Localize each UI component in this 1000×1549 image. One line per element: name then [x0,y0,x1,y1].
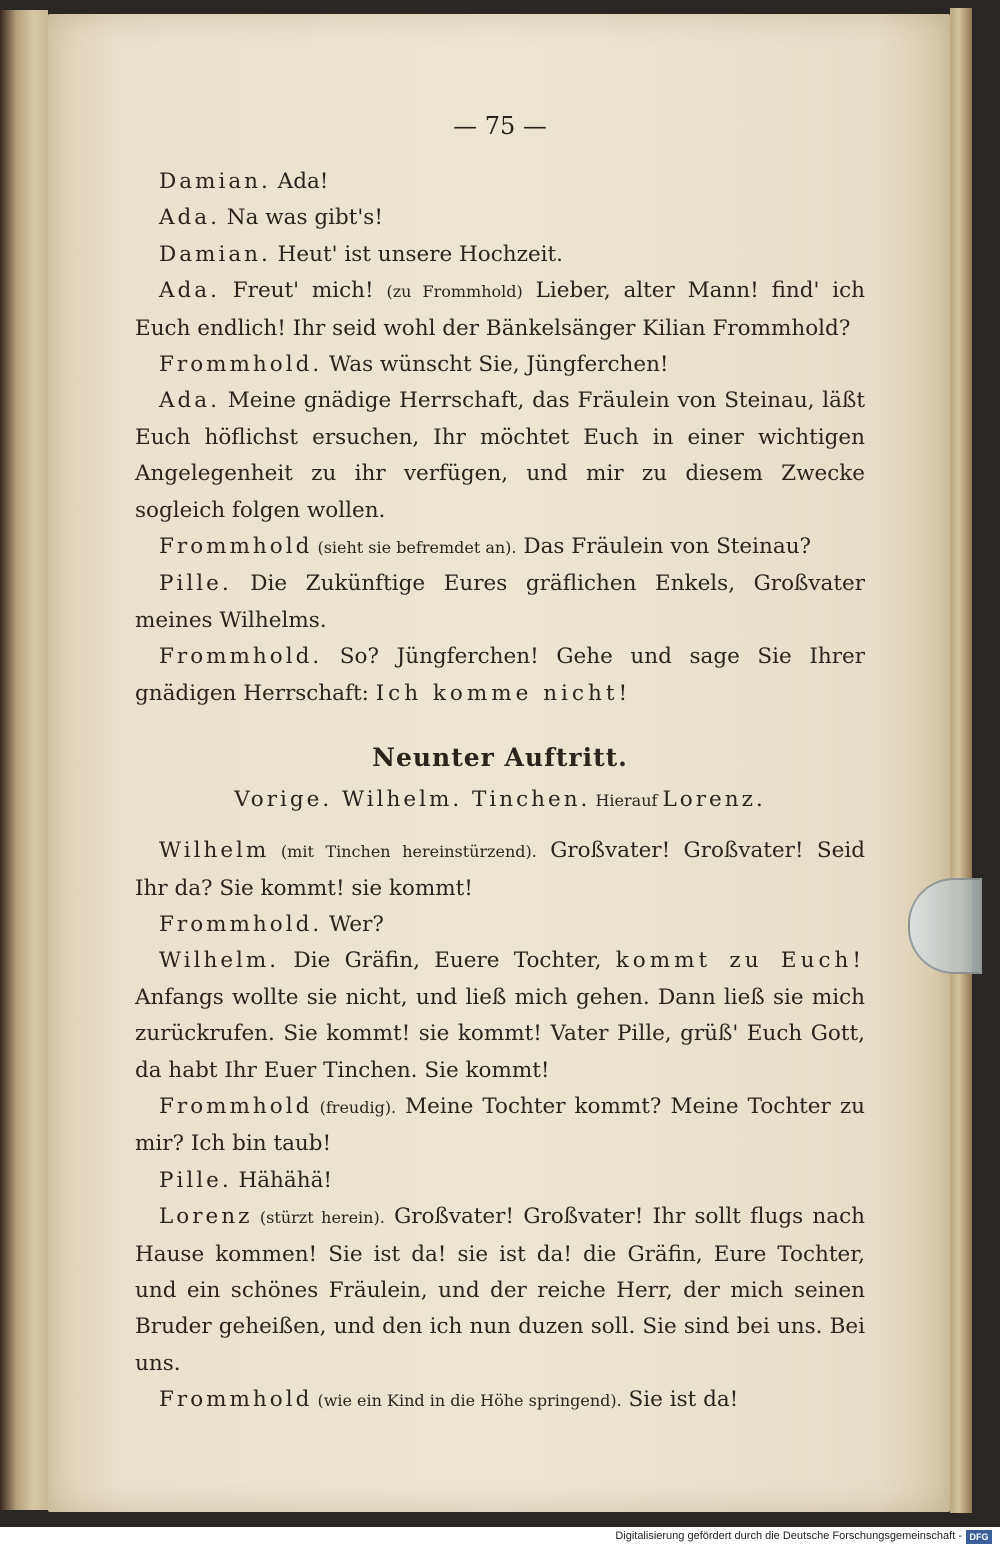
speaker-name: Damian. [159,169,271,194]
footer-bar [0,1527,1000,1549]
dialogue-line [135,943,865,1089]
stage-direction: (stürzt herein). [252,1208,385,1228]
stage-direction: (mit Tinchen hereinstürzend). [269,842,537,862]
dialogue-line [135,833,865,907]
scene-heading: Neunter Auftritt. [372,743,628,773]
stage-direction: (sieht sie befremdet an). [312,538,517,558]
dialogue-text: Heut' ist unsere Hochzeit. [270,241,564,267]
dialogue-line [135,383,865,529]
speaker-name: Frommhold [159,534,313,560]
speaker-name: Ada. [159,388,220,414]
dialogue-text: Das Fräulein von Steinau? [516,534,812,560]
dialogue-line [135,566,865,639]
speaker-name: Wilhelm [159,838,270,864]
dialogue-line [135,200,865,236]
page-text [135,112,865,1420]
dialogue-line [135,347,865,383]
stage-direction: (wie ein Kind in die Höhe springend). [312,1391,622,1411]
speaker-name: Ada. [159,205,220,231]
speaker-name: Frommhold. [159,644,323,670]
dialogue-text: Großvater! Großvater! Seid Ihr da? Sie kommt! sie kommt! [135,838,865,901]
dialogue-text: Meine gnädige Herrschaft, das Fräulein von Steinau, läßt Euch höflichst ersuchen, Ihr möchtet Euch in einer wichtigen Angelegenheit zu ihr verfügen, und mir zu diesem Zwecke sogleich folgen wollen. [135,388,865,523]
speaker-name: Damian. [159,241,271,267]
dialogue-line [135,1199,865,1382]
dialogue-text: Ada! [270,169,329,194]
dialogue-line [135,907,865,943]
dialogue-text: Die Zukünftige Eures gräflichen Enkels, Großvater meines Wilhelms. [135,571,865,633]
speaker-name: Ada. [159,278,220,304]
speaker-name: Lorenz [159,1204,253,1230]
speaker-name: Frommhold. [159,911,323,937]
stage-direction: (zu Frommhold) [386,282,523,302]
emphasized-text: kommt zu Euch! [615,948,865,974]
dialogue-line [135,529,865,566]
dialogue-text: Anfangs wollte sie nicht, und ließ mich gehen. Dann ließ sie mich zurückrufen. Sie kommt! sie kommt! Vater Pille, grüß' Euch Gott, da habt Ihr Euer Tinchen. Sie kommt! [135,984,865,1083]
dialogue-text: Wer? [322,911,384,937]
dialogue-text: Sie ist da! [621,1387,739,1413]
cast-last: Lorenz. [662,787,766,813]
speaker-name: Wilhelm. [159,948,280,974]
dialogue-text: Großvater! Großvater! Ihr sollt flugs nach Hause kommen! Sie ist da! sie ist da! die Gräfin, Eure Tochter, und ein schönes Fräulein, und der reiche Herr, der mich seinen Bruder geheißen, und den ich nun duzen soll. Sie sind bei uns. Bei uns. [135,1204,865,1376]
dialogue-text: Was wünscht Sie, Jüngferchen! [322,352,669,378]
dialogue-line [135,639,865,712]
dialogue-text: Freut' mich! [219,278,387,304]
dialogue-text: Die Gräfin, Euere Tochter, [279,948,616,974]
dfg-logo: DFG [966,1530,992,1544]
dialogue-text: Lieber, alter Mann! find' ich Euch endlich! Ihr seid wohl der Bänkelsänger Kilian Frommhold? [135,278,865,341]
cast-names: Vorige. Wilhelm. Tinchen. [234,787,591,813]
cast-list [135,782,865,819]
dialogue-line [135,1382,865,1419]
emphasized-text: Ich komme nicht! [375,680,632,706]
book-right-edge [950,8,972,1513]
dialogue-text: Na was gibt's! [219,205,383,231]
speaker-name: Frommhold [159,1387,313,1413]
page-number: — 75 — [453,112,547,140]
dialogue-text: Hähähä! [231,1167,333,1193]
stage-direction: Hierauf [590,791,663,811]
book-left-edge [0,10,48,1510]
speaker-name: Frommhold. [159,352,323,378]
speaker-name: Frommhold [159,1093,313,1119]
speaker-name: Pille. [159,1167,232,1193]
dialogue-text: So? Jüngferchen! Gehe und sage Sie Ihrer gnädigen Herrschaft: [135,644,865,706]
dialogue-line [135,237,865,273]
footer-credit: Digitalisierung gefördert durch die Deutsche Forschungsgemeinschaft - [615,1530,962,1542]
dialogue-line [135,273,865,347]
dialogue-line [135,1163,865,1199]
dialogue-text: Meine Tochter kommt? Meine Tochter zu mir? Ich bin taub! [135,1093,865,1157]
dialogue-line [135,1089,865,1163]
speaker-name: Pille. [159,571,232,597]
dialogue-line [135,164,865,200]
stage-direction: (freudig). [312,1097,397,1117]
